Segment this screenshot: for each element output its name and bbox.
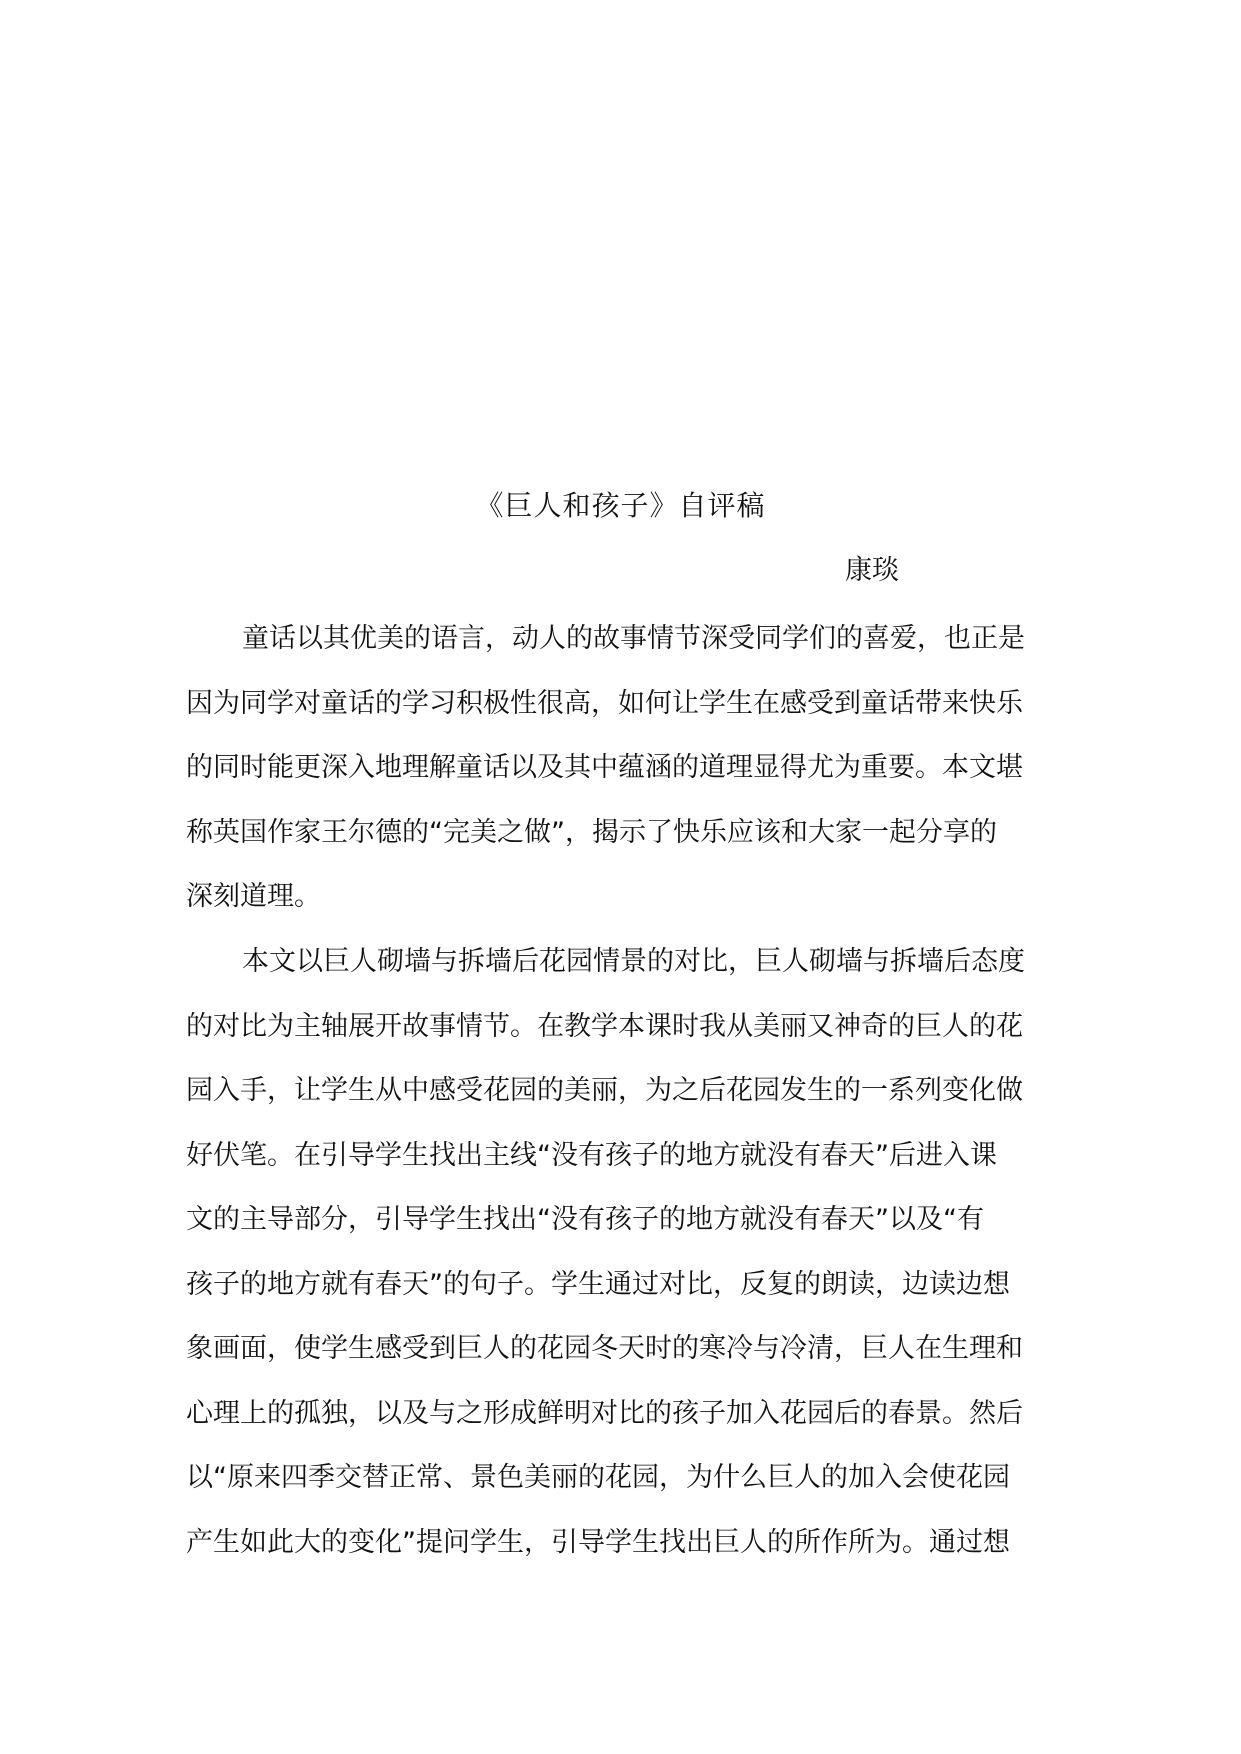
text-line: 产生如此大的变化”提问学生，引导学生找出巨人的所作所为。通过想 bbox=[186, 1526, 1010, 1558]
paragraph-2 bbox=[186, 942, 1056, 1587]
text-line: 以“原来四季交替正常、景色美丽的花园，为什么巨人的加入会使花园 bbox=[186, 1462, 1010, 1493]
text-line: 本文以巨人砌墙与拆墙后花园情景的对比，巨人砌墙与拆墙后态度 bbox=[242, 946, 1025, 977]
text-line: 称英国作家王尔德的“完美之做”，揭示了快乐应该和大家一起分享的 bbox=[186, 816, 997, 848]
text-line: 因为同学对童话的学习积极性很高，如何让学生在感受到童话带来快乐 bbox=[186, 687, 1023, 719]
text-line: 心理上的孤独，以及与之形成鲜明对比的孩子加入花园后的春景。然后 bbox=[186, 1397, 1023, 1429]
text-line: 孩子的地方就有春天”的句子。学生通过对比，反复的朗读，边读边想 bbox=[186, 1268, 1010, 1300]
text-line: 童话以其优美的语言，动人的故事情节深受同学们的喜爱，也正是 bbox=[242, 623, 1025, 654]
text-line: 象画面，使学生感受到巨人的花园冬天时的寒冷与冷清，巨人在生理和 bbox=[186, 1333, 1023, 1364]
document-author: 康琰 bbox=[845, 555, 899, 586]
text-line: 的同时能更深入地理解童话以及其中蕴涵的道理显得尤为重要。本文堪 bbox=[186, 752, 1023, 783]
paragraph-1 bbox=[186, 619, 1056, 942]
text-line: 好伏笔。在引导学生找出主线“没有孩子的地方就没有春天”后进入课 bbox=[186, 1139, 997, 1171]
document-title: 《巨人和孩子》自评稿 bbox=[475, 489, 766, 522]
text-line: 园入手，让学生从中感受花园的美丽，为之后花园发生的一系列变化做 bbox=[186, 1075, 1023, 1106]
text-line: 文的主导部分，引导学生找出“没有孩子的地方就没有春天”以及“有 bbox=[186, 1204, 984, 1235]
text-line: 的对比为主轴展开故事情节。在教学本课时我从美丽又神奇的巨人的花 bbox=[186, 1010, 1023, 1042]
text-line: 深刻道理。 bbox=[186, 881, 321, 912]
